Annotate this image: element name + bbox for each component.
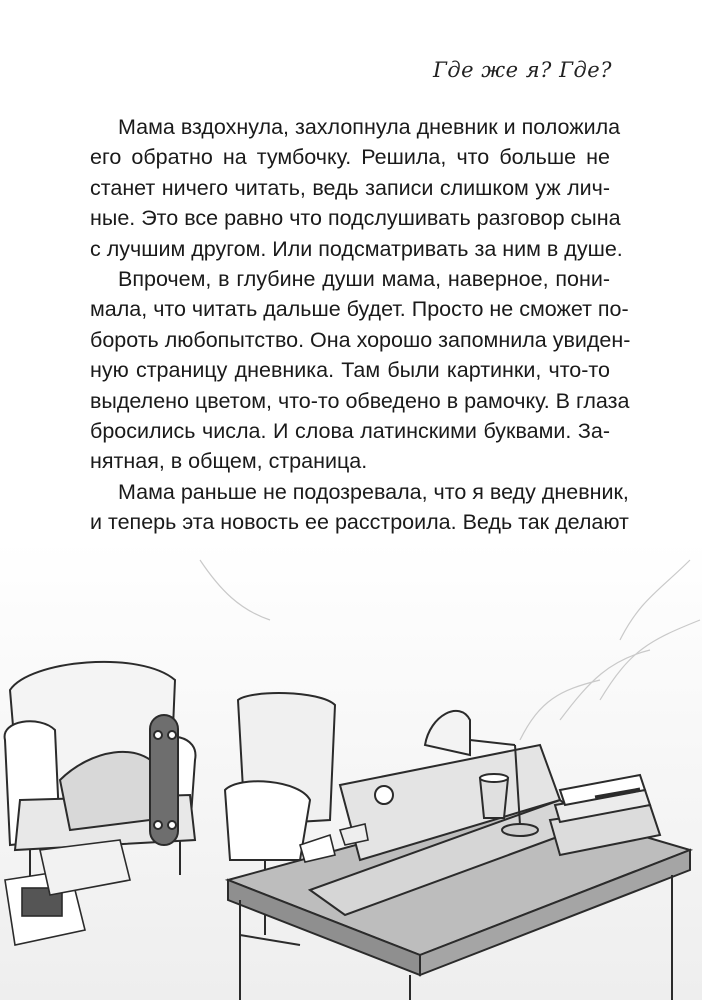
text-line: бросились числа. И слова латинскими буквами. За- <box>90 418 610 443</box>
text-line: мала, что читать дальше будет. Просто не сможет по- <box>90 297 629 322</box>
text-line: ную страницу дневника. Там были картинки, что-то <box>90 358 610 383</box>
text-line: с лучшим другом. Или подсматривать за ним в душе. <box>90 236 623 261</box>
text-line: Впрочем, в глубине души мама, наверное, пони- <box>118 266 610 291</box>
text-line: станет ничего читать, ведь записи слишком уж лич- <box>90 175 610 200</box>
text-line: ные. Это все равно что подслушивать разговор сына <box>90 206 621 231</box>
skateboard <box>150 715 178 845</box>
room-illustration <box>0 540 702 1000</box>
text-line: его обратно на тумбочку. Решила, что больше не <box>90 145 610 170</box>
text-line: бороть любопытство. Она хорошо запомнила увиден- <box>90 327 631 352</box>
text-line: Мама раньше не подозревала, что я веду дневник, <box>118 479 629 504</box>
text-line: выделено цветом, что-то обведено в рамочку. В глаза <box>90 388 630 413</box>
running-header: Где же я? Где? <box>432 58 612 82</box>
text-line: и теперь эта новость ее расстроила. Ведь так делают <box>90 510 629 535</box>
text-line: нятная, в общем, страница. <box>90 449 368 474</box>
coffee-cup <box>480 774 508 818</box>
text-line: Мама вздохнула, захлопнула дневник и положила <box>118 115 621 139</box>
